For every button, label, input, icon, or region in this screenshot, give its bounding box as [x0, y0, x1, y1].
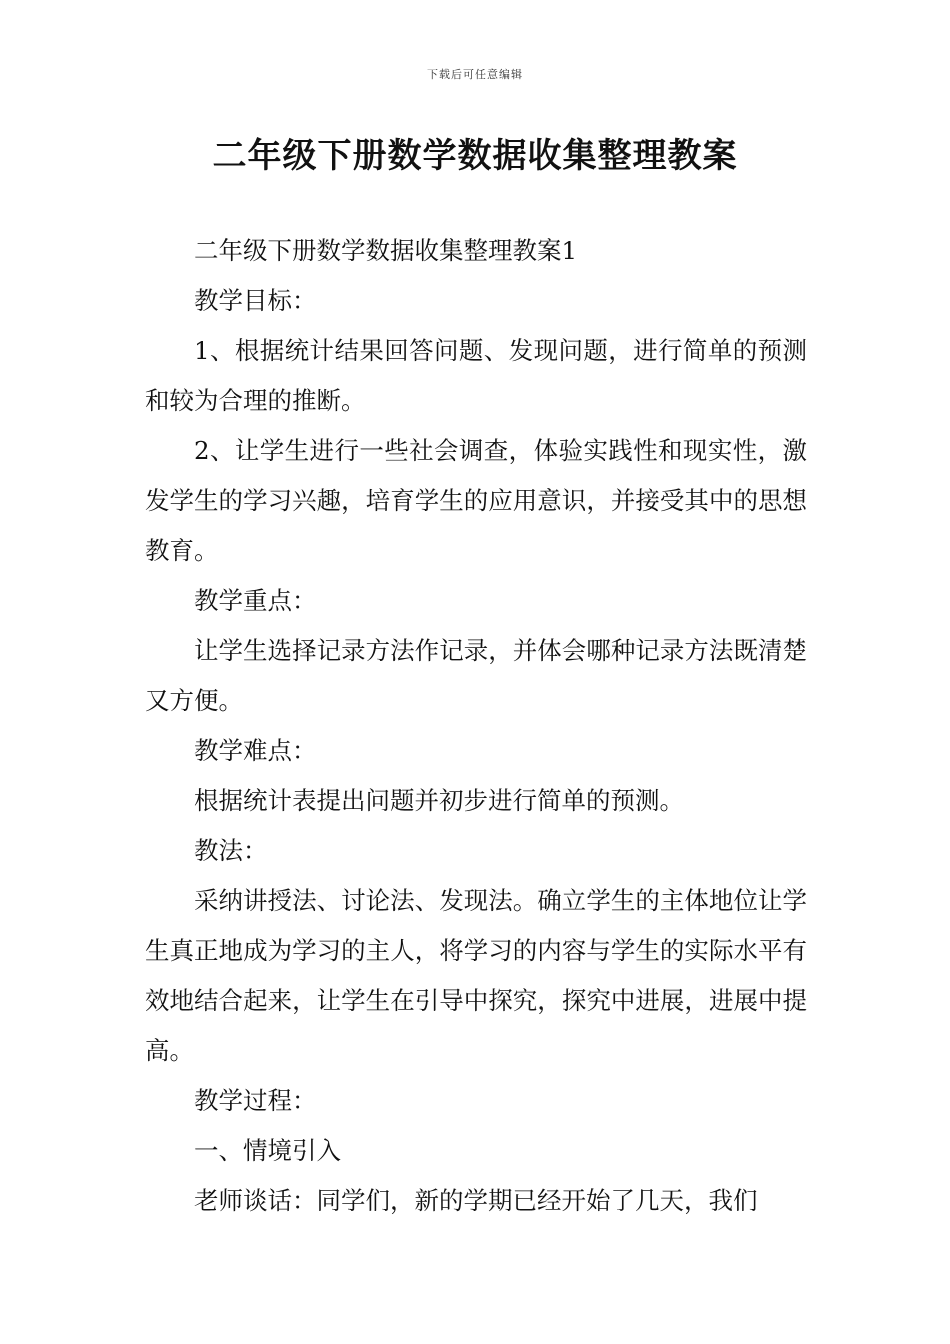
- paragraph-section-intro: 一、情境引入: [194, 1136, 341, 1165]
- paragraph-process-heading: 教学过程：: [194, 1086, 317, 1115]
- document-title: 二年级下册数学数据收集整理教案: [212, 136, 738, 176]
- paragraph-objective-2: 2、让学生进行一些社会调查，体验实践性和现实性，激发学生的学习兴趣，培育学生的应用意识，并接受其中的思想教育。: [145, 436, 807, 565]
- paragraph-objectives-heading: 教学目标：: [194, 286, 317, 315]
- paragraph-key-points-heading: 教学重点：: [194, 586, 317, 615]
- paragraph-objective-1: 1、根据统计结果回答问题、发现问题，进行简单的预测和较为合理的推断。: [145, 336, 807, 415]
- paragraph-subtitle: 二年级下册数学数据收集整理教案1: [194, 236, 578, 265]
- paragraph-methods-heading: 教法：: [194, 836, 268, 865]
- paragraph-difficulties-heading: 教学难点：: [194, 736, 317, 765]
- paragraph-methods: 采纳讲授法、讨论法、发现法。确立学生的主体地位让学生真正地成为学习的主人，将学习的内容与学生的实际水平有效地结合起来，让学生在引导中探究，探究中进展，进展中提高。: [145, 886, 807, 1065]
- paragraph-key-points: 让学生选择记录方法作记录，并体会哪种记录方法既清楚又方便。: [145, 636, 807, 715]
- paragraph-difficulties: 根据统计表提出问题并初步进行简单的预测。: [194, 786, 684, 815]
- document-body: [145, 226, 807, 1226]
- paragraph-teacher-talk: 老师谈话：同学们，新的学期已经开始了几天，我们: [194, 1186, 758, 1215]
- header-note: 下载后可任意编辑: [427, 68, 523, 81]
